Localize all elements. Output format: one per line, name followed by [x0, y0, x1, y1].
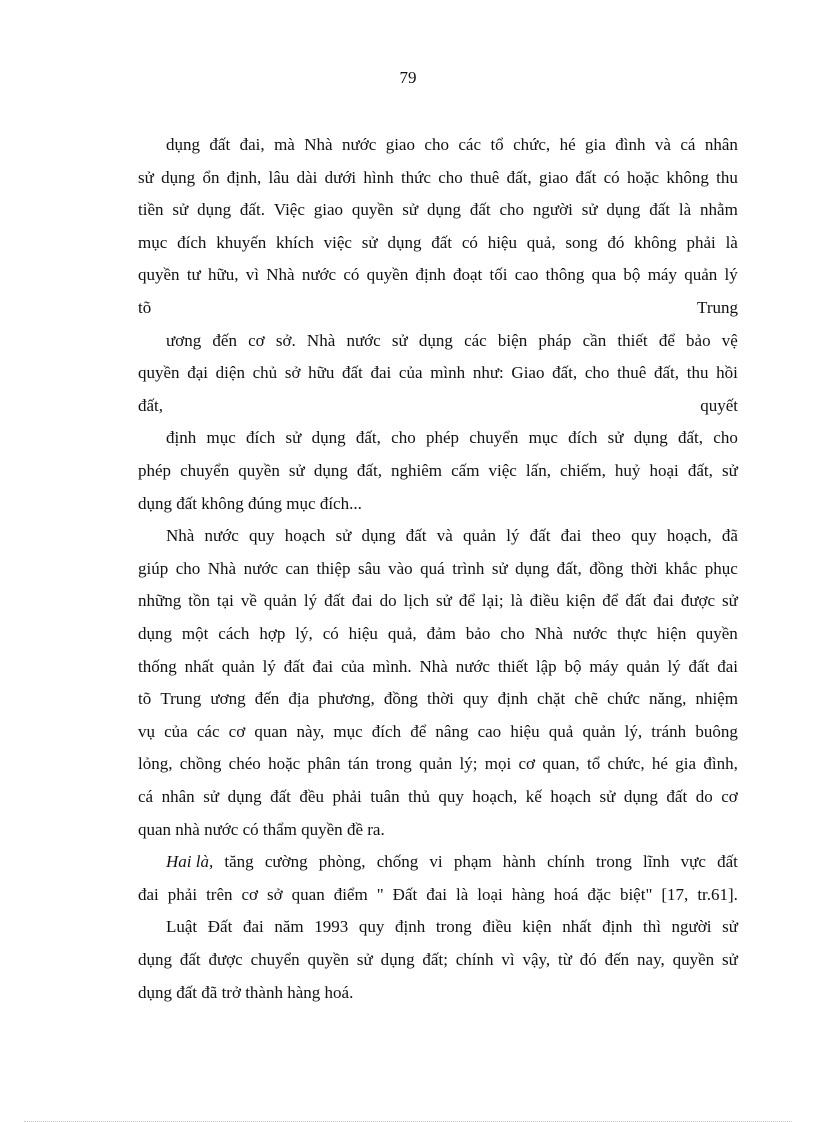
text-line: vụ của các cơ quan này, mục đích để nâng cao hiệu quả quản lý, tránh buông [138, 721, 738, 741]
text-line: quyền tư hữu, vì Nhà nước có quyền định đoạt tối cao thông qua bộ máy quản lý [138, 265, 738, 285]
text-line: mục đích khuyến khích việc sử dụng đất có hiệu quả, song đó không phải là [138, 232, 738, 252]
text-line: đai phải trên cơ sở quan điểm " Đất đai là loại hàng hoá đặc biệt" [17, tr.61]. [138, 884, 738, 904]
text-line: lỏng, chồng chéo hoặc phân tán trong quản lý; mọi cơ quan, tổ chức, hé gia đình, [138, 754, 738, 774]
text-line: dụng đất không đúng mục đích... [138, 493, 362, 513]
text-line: quyền đại diện chủ sở hữu đất đai của mình như: Giao đất, cho thuê đất, thu hồi [138, 363, 738, 383]
page-bottom-rule [24, 1121, 792, 1122]
page-number: 79 [399, 68, 417, 87]
text-line: dụng đất đã trở thành hàng hoá. [138, 982, 354, 1002]
text-line: quan nhà nước có thẩm quyền đề ra. [138, 819, 385, 839]
text-line: dụng một cách hợp lý, có hiệu quả, đảm bảo cho Nhà nước thực hiện quyền [138, 624, 738, 643]
italic-lead: Hai là, [166, 852, 214, 872]
text-line: Nhà nước quy hoạch sử dụng đất và quản lý đất đai theo quy hoạch, đã [166, 526, 738, 546]
text-line: những tồn tại về quản lý đất đai do lịch sử để lại; là điều kiện để đất đai được sử [138, 591, 738, 611]
text-line: định mục đích sử dụng đất, cho phép chuyển mục đích sử dụng đất, cho [166, 428, 738, 448]
text-line: phép chuyển quyền sử dụng đất, nghiêm cấm việc lấn, chiếm, huỷ hoại đất, sử [138, 461, 738, 480]
text-line: thống nhất quản lý đất đai của mình. Nhà nước thiết lập bộ máy quản lý đất đai [138, 656, 738, 676]
text-line: tõ Trung [138, 298, 738, 317]
text-line: ương đến cơ sở. Nhà nước sử dụng các biện pháp cần thiết để bảo vệ [166, 330, 738, 350]
text-line: Luật Đất đai năm 1993 quy định trong điều kiện nhất định thì người sử [166, 917, 738, 937]
text-line: sử dụng ổn định, lâu dài dưới hình thức cho thuê đất, giao đất có hoặc không thu [138, 167, 738, 187]
text-line: cá nhân sử dụng đất đều phải tuân thủ quy hoạch, kế hoạch sử dụng đất do cơ [138, 787, 738, 806]
text-line: đất, quyết [138, 395, 738, 415]
text-line: tõ Trung ương đến địa phương, đồng thời quy định chặt chẽ chức năng, nhiệm [138, 689, 738, 709]
text-line: giúp cho Nhà nước can thiệp sâu vào quá trình sử dụng đất, đồng thời khắc phục [138, 558, 738, 578]
text-line: dụng đất được chuyển quyền sử dụng đất; chính vì vậy, từ đó đến nay, quyền sử [138, 950, 738, 969]
text-line: dụng đất đai, mà Nhà nước giao cho các tổ chức, hé gia đình và cá nhân [166, 135, 738, 154]
text-line: Hai là, tăng cường phòng, chống vi phạm hành chính trong lĩnh vực đất [166, 851, 738, 884]
text-line: tiền sử dụng đất. Việc giao quyền sử dụng đất cho người sử dụng đất là nhằm [138, 200, 738, 220]
